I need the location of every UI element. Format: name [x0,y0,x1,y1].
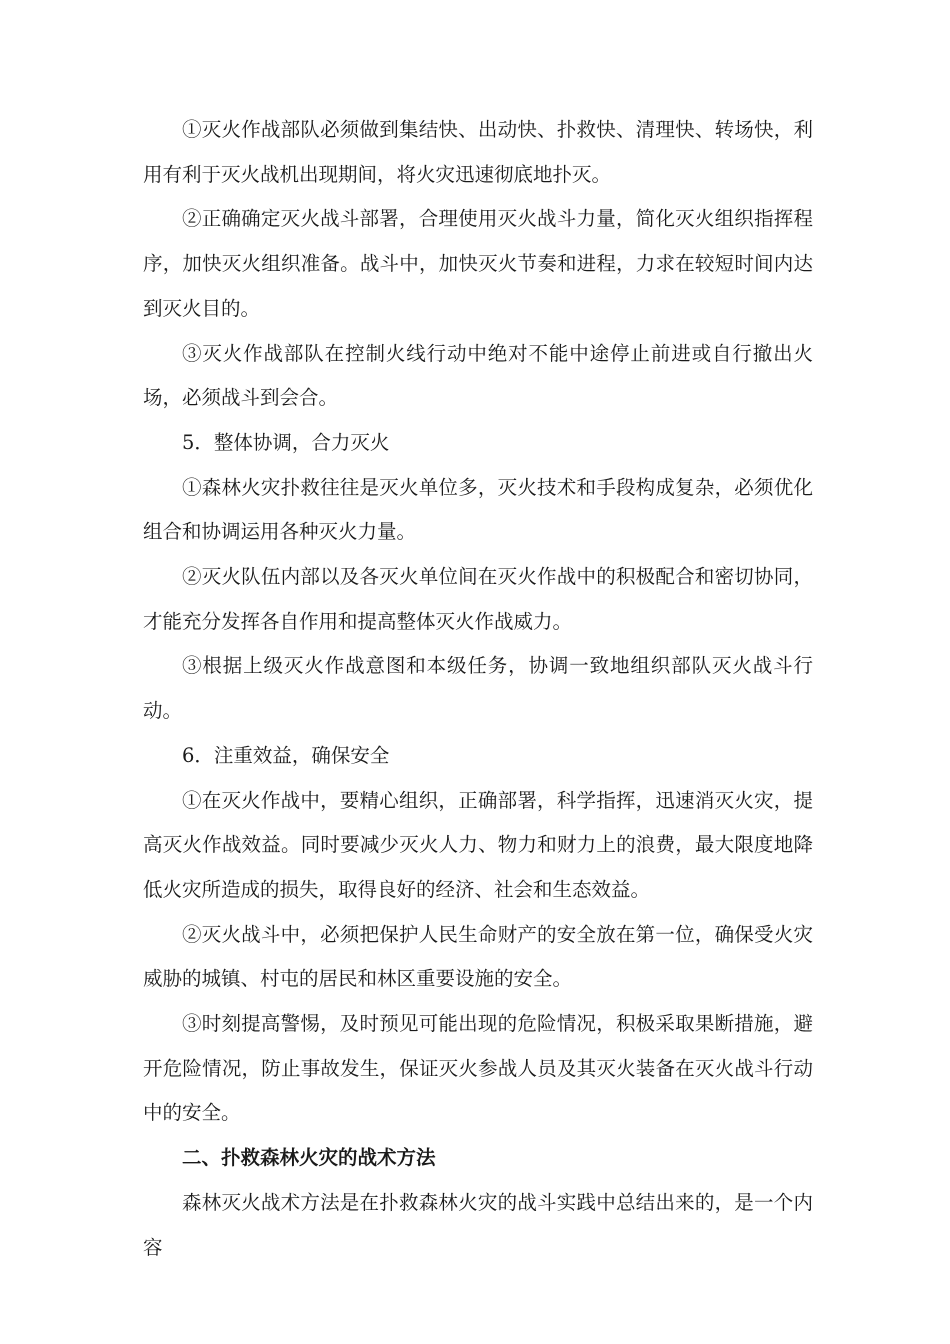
section-heading-6: 6．注重效益，确保安全 [182,743,390,767]
paragraph-6: ③根据上级灭火作战意图和本级任务，协调一致地组织部队灭火战斗行动。 [143,654,813,723]
chapter-heading: 二、扑救森林火灾的战术方法 [182,1146,436,1170]
paragraph-3: ③灭火作战部队在控制火线行动中绝对不能中途停止前进或自行撤出火场，必须战斗到会合。 [143,341,813,410]
paragraph-4: ①森林火灾扑救往往是灭火单位多，灭火技术和手段构成复杂，必须优化组合和协调运用各种灭火力量。 [143,475,813,544]
document-body [143,108,813,1270]
section-heading-5: 5．整体协调，合力灭火 [182,430,390,454]
paragraph-10: 森林灭火战术方法是在扑救森林火灾的战斗实践中总结出来的，是一个内容 [143,1190,813,1259]
paragraph-7: ①在灭火作战中，要精心组织，正确部署，科学指挥，迅速消灭火灾，提高灭火作战效益。同时要减少灭火人力、物力和财力上的浪费，最大限度地降低火灾所造成的损失，取得良好的经济、社会和生态效益。 [143,788,813,901]
paragraph-2: ②正确确定灭火战斗部署，合理使用灭火战斗力量，简化灭火组织指挥程序，加快灭火组织准备。战斗中，加快灭火节奏和进程，力求在较短时间内达到灭火目的。 [143,207,813,320]
paragraph-1: ①灭火作战部队必须做到集结快、出动快、扑救快、清理快、转场快，利用有利于灭火战机出现期间，将火灾迅速彻底地扑灭。 [143,118,813,186]
paragraph-5: ②灭火队伍内部以及各灭火单位间在灭火作战中的积极配合和密切协同，才能充分发挥各自作用和提高整体灭火作战威力。 [143,565,813,633]
paragraph-9: ③时刻提高警惕，及时预见可能出现的危险情况，积极采取果断措施，避开危险情况，防止事故发生，保证灭火参战人员及其灭火装备在灭火战斗行动中的安全。 [143,1012,813,1125]
paragraph-8: ②灭火战斗中，必须把保护人民生命财产的安全放在第一位，确保受火灾威胁的城镇、村屯的居民和林区重要设施的安全。 [143,922,813,991]
